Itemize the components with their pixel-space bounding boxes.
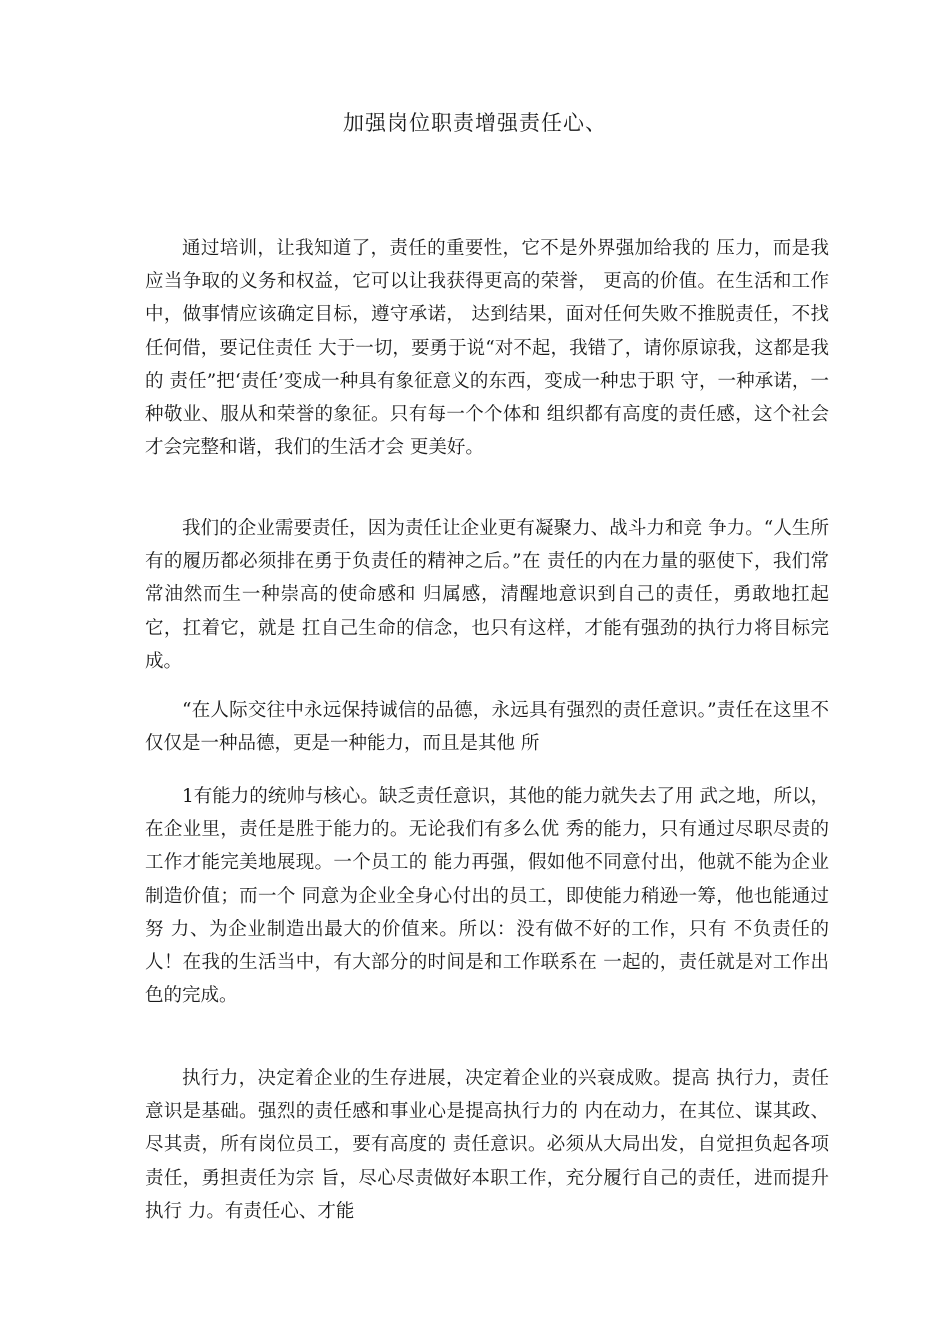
document-title: 加强岗位职责增强责任心、 <box>343 111 607 135</box>
paragraph-responsibility-importance: 通过培训，让我知道了，责任的重要性，它不是外界强加给我的 压力，而是我应当争取的义务和权益，它可以让我获得更高的荣誉， 更高的价值。在生活和工作中，做事情应该确定目标，遵守承诺， 达到结果，面对任何失败不推脱责任，不找任何借，要记住责任 大于一切，要勇于说“对不起，我错了，请你原谅我，这都是我的 责任”把‘责任’变成一种具有象征意义的东西，变成一种忠于职 守，一种承诺，一种敬业、服从和荣誉的象征。只有每一个个体和 组织都有高度的责任感，这个社会才会完整和谐，我们的生活才会 更美好。 <box>145 238 829 459</box>
paragraph-execution: 执行力，决定着企业的生存进展，决定着企业的兴衰成败。提高 执行力，责任意识是基础。强烈的责任感和事业心是提高执行力的 内在动力，在其位、谋其政、尽其责，所有岗位员工，要有高度的 责任意识。必须从大局出发，自觉担负起各项责任，勇担责任为宗 旨，尽心尽责做好本职工作，充分履行自己的责任，进而提升执行 力。有责任心、才能 <box>145 1068 829 1222</box>
paragraph-enterprise-needs-responsibility: 我们的企业需要责任，因为责任让企业更有凝聚力、战斗力和竞 争力。“人生所有的履历都必须排在勇于负责任的精神之后。”在 责任的内在力量的驱使下，我们常常油然而生一种崇高的使命感和 归属感，清醒地意识到自己的责任，勇敢地扛起它，扛着它，就是 扛自己生命的信念，也只有这样，才能有强劲的执行力将目标完成。 <box>145 518 829 672</box>
paragraph-integrity-quote: “在人际交往中永远保持诚信的品德，永远具有强烈的责任意识。”责任在这里不仅仅是一种品德，更是一种能力，而且是其他 所 <box>145 700 829 755</box>
paragraph-ability-core: 1有能力的统帅与核心。缺乏责任意识，其他的能力就失去了用 武之地，所以，在企业里，责任是胜于能力的。无论我们有多么优 秀的能力，只有通过尽职尽责的工作才能完美地展现。一个员工的 能力再强，假如他不同意付出，他就不能为企业制造价值；而一个 同意为企业全身心付出的员工，即使能力稍逊一筹，他也能通过努 力、为企业制造出最大的价值来。所以：没有做不好的工作，只有 不负责任的人！在我的生活当中，有大部分的时间是和工作联系在 一起的，责任就是对工作出色的完成。 <box>145 786 829 1007</box>
